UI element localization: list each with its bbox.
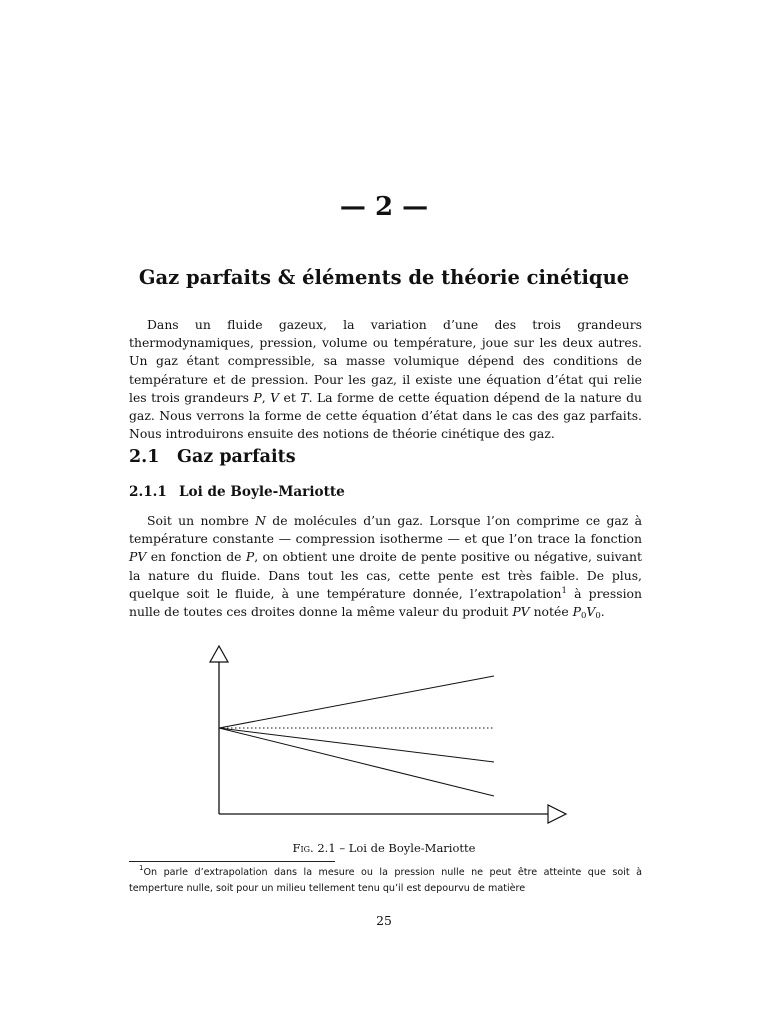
subsection-heading xyxy=(129,484,345,500)
subsection-title: Loi de Boyle-Mariotte xyxy=(179,484,345,500)
chapter-number: — 2 — xyxy=(339,192,429,222)
line-positive-slope xyxy=(219,676,494,728)
line-negative-slope-small xyxy=(219,728,494,762)
boyle-mariotte-figure xyxy=(200,640,580,825)
footnote-marker: 1 xyxy=(561,585,567,596)
footnote-rule xyxy=(129,861,335,862)
x-axis-arrowhead xyxy=(548,805,566,823)
subsection-number: 2.1.1 xyxy=(129,484,167,500)
line-negative-slope-large xyxy=(219,728,494,796)
intro-paragraph: Dans un fluide gazeux, la variation d’une des trois grandeurs thermodynamiques, pression, volume ou température, joue sur les deux autres. Un gaz étant compressible, sa masse volumique dépend des conditions de température et de pression. Pour les gaz, il existe une équation d’état qui relie les trois grandeurs P, V et T. La forme de cette équation dépend de la nature du gaz. Nous verrons la forme de cette équation d’état dans le cas des gaz parfaits. Nous introduirons ensuite des notions de théorie cinétique des gaz. xyxy=(129,317,642,442)
figure-caption: Fig. 2.1 – Loi de Boyle-Mariotte xyxy=(292,841,476,855)
chapter-title: Gaz parfaits & éléments de théorie cinétique xyxy=(138,266,630,289)
page-number: 25 xyxy=(376,913,392,928)
boyle-paragraph: Soit un nombre N de molécules d’un gaz. Lorsque l’on comprime ce gaz à température constante — compression isotherme — et que l’on trace la fonction PV en fonction de P, on obtient une droite de pente positive ou négative, suivant la nature du fluide. Dans tout les cas, cette pente est très faible. De plus, quelque soit le fluide, à une température donnée, l’extrapolation$^1$ à pression nulle de toutes ces droites donne la même valeur du produit PV notée $P_0V_0$. xyxy=(129,513,643,622)
section-heading xyxy=(129,447,296,467)
y-axis-arrowhead xyxy=(210,646,228,662)
section-title: Gaz parfaits xyxy=(177,447,296,467)
footnote: $^1$On parle d’extrapolation dans la mesure ou la pression nulle ne peut être atteinte que soit à temperture nulle, soit pour un milieu tellement tenu qu’il est depourvu de matière xyxy=(129,864,642,894)
section-number: 2.1 xyxy=(129,447,160,467)
